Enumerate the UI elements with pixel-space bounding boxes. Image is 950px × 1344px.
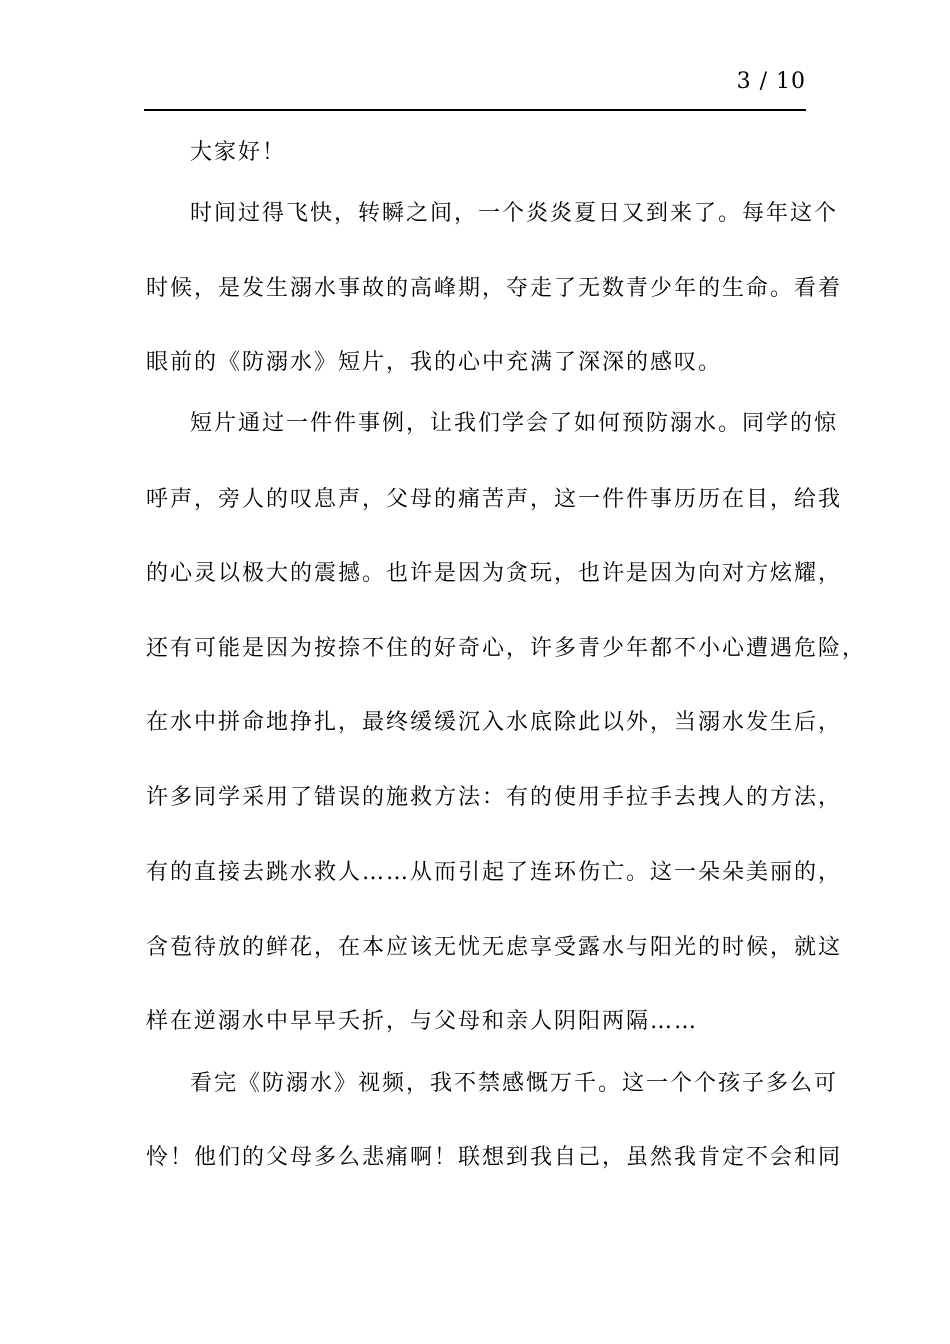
body-line: 在水中拼命地挣扎，最终缓缓沉入水底除此以外，当溺水发生后， <box>146 710 843 735</box>
body-line: 呼声，旁人的叹息声，父母的痛苦声，这一件件事历历在目，给我 <box>146 487 843 512</box>
page-number: 3 / 10 <box>736 69 806 94</box>
body-line: 时候，是发生溺水事故的高峰期，夺走了无数青少年的生命。看着 <box>146 276 843 301</box>
body-line: 含苞待放的鲜花，在本应该无忧无虑享受露水与阳光的时候，就这 <box>146 935 843 960</box>
body-line-greeting: 大家好！ <box>190 140 287 165</box>
body-line: 时间过得飞快，转瞬之间，一个炎炎夏日又到来了。每年这个 <box>190 201 839 226</box>
header-rule <box>144 109 806 111</box>
body-line: 的心灵以极大的震撼。也许是因为贪玩，也许是因为向对方炫耀， <box>146 561 843 586</box>
body-line: 许多同学采用了错误的施救方法：有的使用手拉手去拽人的方法， <box>146 785 843 810</box>
body-line: 有的直接去跳水救人……从而引起了连环伤亡。这一朵朵美丽的， <box>146 860 843 885</box>
body-line: 看完《防溺水》视频，我不禁感慨万千。这一个个孩子多么可 <box>190 1071 839 1096</box>
body-line: 样在逆溺水中早早夭折，与父母和亲人阴阳两隔…… <box>146 1009 699 1034</box>
body-line: 眼前的《防溺水》短片，我的心中充满了深深的感叹。 <box>146 350 723 375</box>
body-line: 短片通过一件件事例，让我们学会了如何预防溺水。同学的惊 <box>190 411 839 436</box>
body-line: 还有可能是因为按捺不住的好奇心，许多青少年都不小心遭遇危险， <box>146 636 867 661</box>
body-line: 怜！他们的父母多么悲痛啊！联想到我自己，虽然我肯定不会和同 <box>146 1145 843 1170</box>
